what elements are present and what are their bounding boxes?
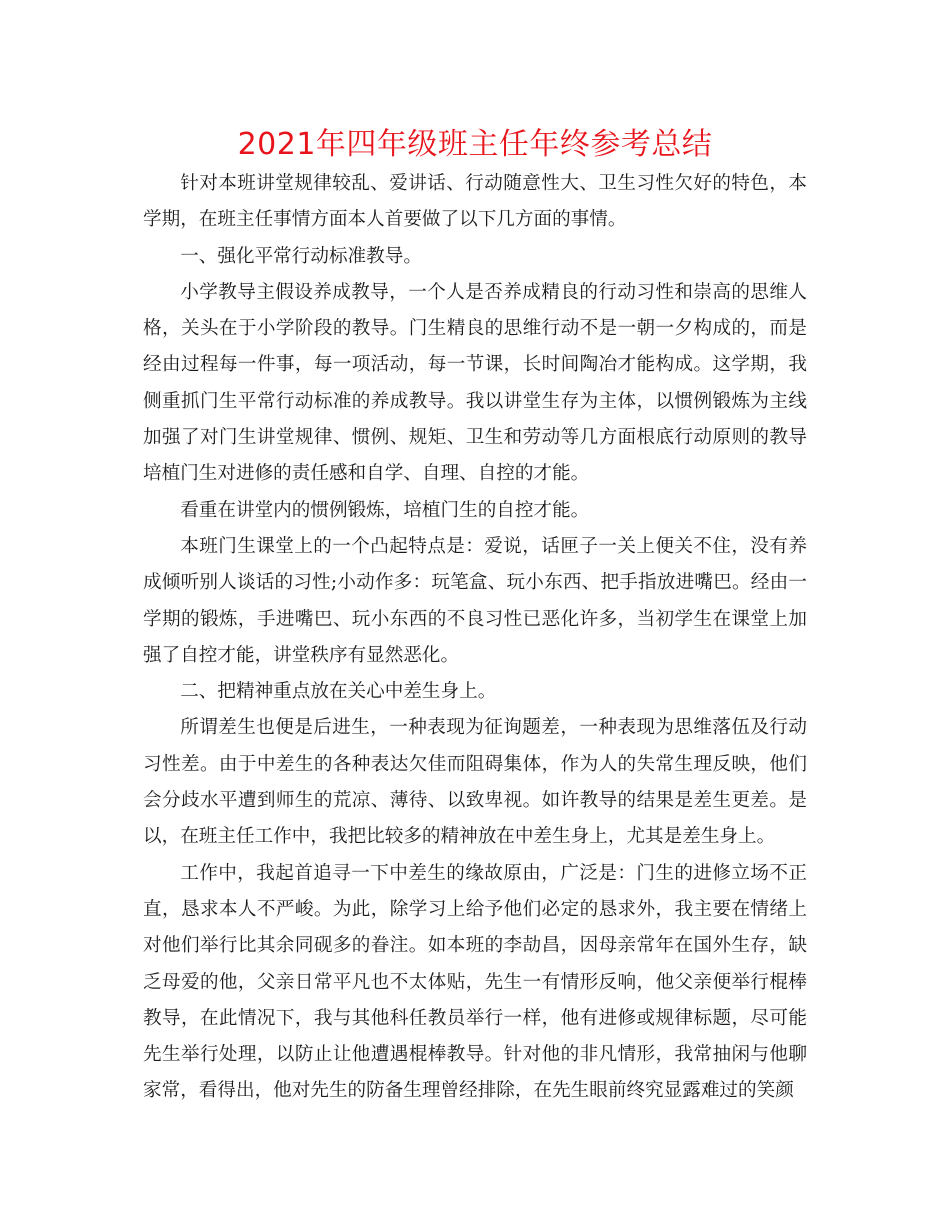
paragraph: 工作中，我起首追寻一下中差生的缘故原由，广泛是：门生的进修立场不正直，恳求本人不严峻。为此，除学习上给予他们必定的恳求外，我主要在情绪上对他们举行比其余同砚多的眷注。如本班的李劼昌，因母亲常年在国外生存，缺乏母爱的他，父亲日常平凡也不太体贴，先生一有情形反响，他父亲便举行棍棒教导，在此情况下，我与其他科任教员举行一样，他有进修或规律标题，尽可能先生举行处理，以防止让他遭遇棍棒教导。针对他的非凡情形，我常抽闲与他聊家常，看得出，他对先生的防备生理曾经排除，在先生眼前终究显露难过的笑颜 bbox=[143, 862, 807, 1102]
paragraph-intro: 针对本班讲堂规律较乱、爱讲话、行动随意性大、卫生习性欠好的特色，本学期，在班主任事情方面本人首要做了以下几方面的事情。 bbox=[143, 173, 807, 231]
paragraph: 小学教导主假设养成教导，一个人是否养成精良的行动习性和崇高的思维人格，关头在于小学阶段的教导。门生精良的思维行动不是一朝一夕构成的，而是经由过程每一件事，每一项活动，每一节课，长时间陶冶才能构成。这学期，我侧重抓门生平常行动标准的养成教导。我以讲堂生存为主体，以惯例锻炼为主线加强了对门生讲堂规律、惯例、规矩、卫生和劳动等几方面根底行动原则的教导培植门生对进修的责任感和自学、自理、自控的才能。 bbox=[143, 281, 807, 485]
document-body bbox=[143, 166, 807, 1110]
paragraph: 所谓差生也便是后进生，一种表现为征询题差，一种表现为思维落伍及行动习性差。由于中差生的各种表达欠佳而阻碍集体，作为人的失常生理反映，他们会分歧水平遭到师生的荒凉、薄待、以致卑视。如许教导的结果是差生更差。是以，在班主任工作中，我把比较多的精神放在中差生身上，尤其是差生身上。 bbox=[143, 717, 807, 848]
subsection-heading: 看重在讲堂内的惯例锻炼，培植门生的自控才能。 bbox=[180, 499, 590, 521]
paragraph: 本班门生课堂上的一个凸起特点是：爱说，话匣子一关上便关不住，没有养成倾听别人谈话的习性;小动作多：玩笔盒、玩小东西、把手指放进嘴巴。经由一学期的锻炼，手进嘴巴、玩小东西的不良习性已恶化许多，当初学生在课堂上加强了自控才能，讲堂秩序有显然恶化。 bbox=[143, 535, 807, 666]
document-title: 2021年四年级班主任年终参考总结 bbox=[237, 127, 713, 162]
section-heading-2: 二、把精神重点放在关心中差生身上。 bbox=[180, 681, 497, 703]
section-heading-1: 一、强化平常行动标准教导。 bbox=[180, 245, 422, 267]
